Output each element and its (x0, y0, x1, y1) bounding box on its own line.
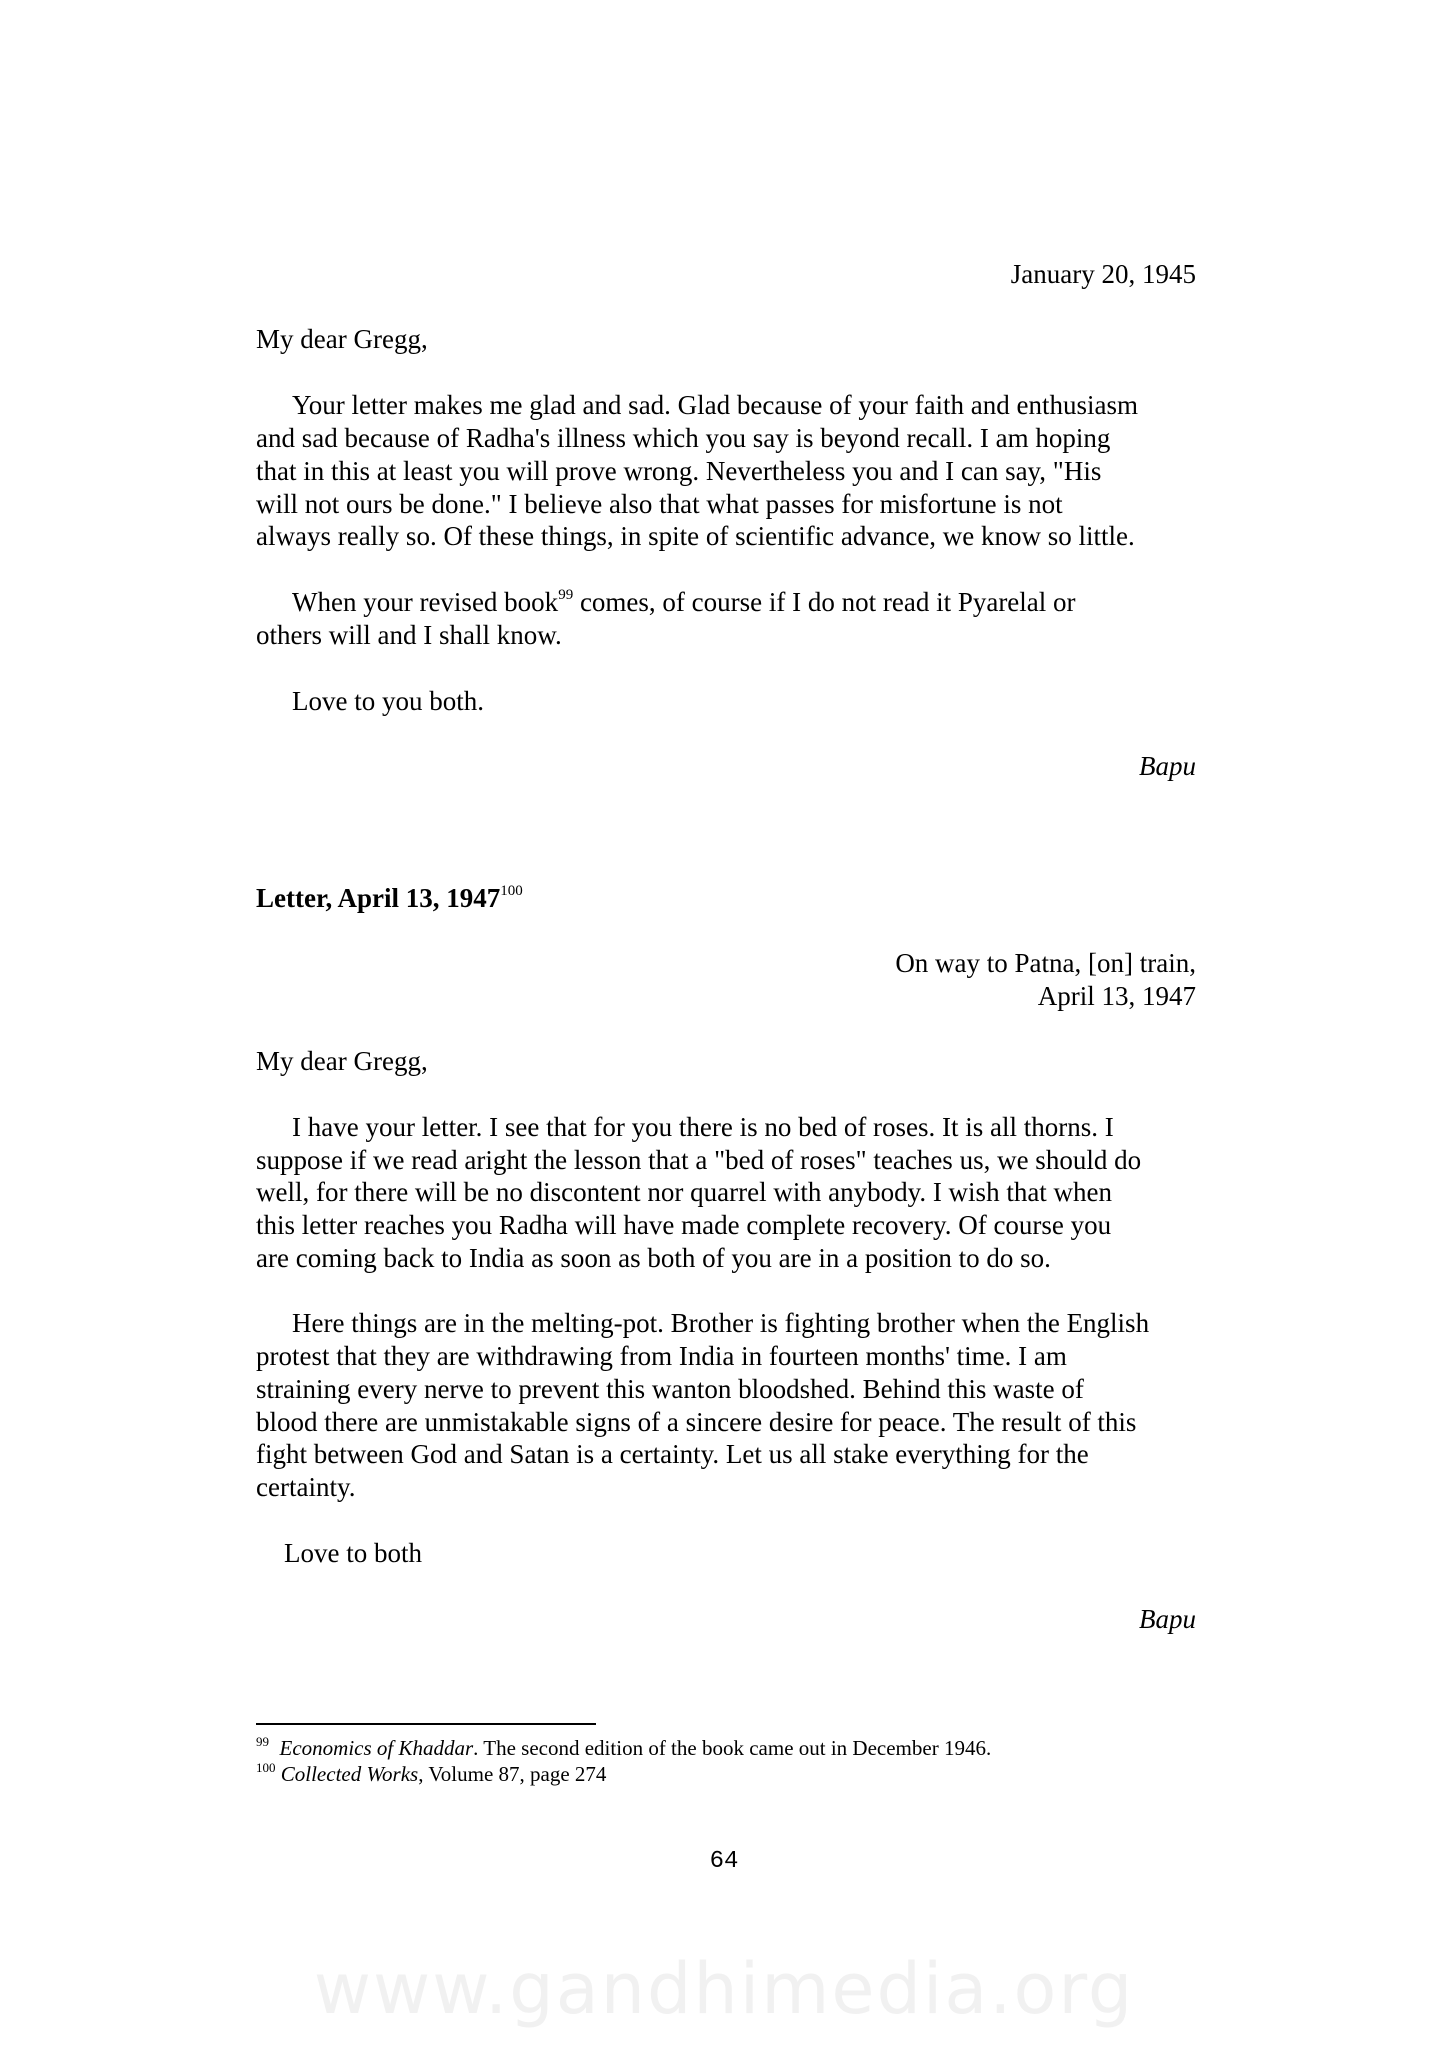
text-line: others will and I shall know. (256, 620, 562, 650)
footnote-text: . The second edition of the book came out in December 1946. (473, 1736, 992, 1760)
footnote-ref-99[interactable]: 99 (558, 587, 574, 603)
text-line: this letter reaches you Radha will have made complete recovery. Of course you (256, 1210, 1112, 1240)
footnote-ref-100[interactable]: 100 (500, 883, 523, 899)
footnote-99 (256, 1735, 1356, 1761)
letter2-place: On way to Patna, [on] train, (895, 948, 1196, 978)
letter1-closing: Love to you both. (292, 686, 484, 716)
letter2-heading (256, 882, 1196, 915)
footnote-number: 100 (256, 1760, 276, 1775)
letter2-salutation: My dear Gregg, (256, 1046, 428, 1076)
text-line: always really so. Of these things, in spite of scientific advance, we know so little. (256, 521, 1135, 551)
letter2-date: April 13, 1947 (1037, 981, 1196, 1011)
text-line: will not ours be done." I believe also that what passes for misfortune is not (256, 489, 1063, 519)
footnote-100 (256, 1761, 1356, 1787)
text-line: Your letter makes me glad and sad. Glad because of your faith and enthusiasm (292, 390, 1139, 420)
text-line: fight between God and Satan is a certainty. Let us all stake everything for the (256, 1439, 1089, 1469)
text-line: Here things are in the melting-pot. Brother is fighting brother when the English (292, 1308, 1150, 1338)
text-line: well, for there will be no discontent nor quarrel with anybody. I wish that when (256, 1177, 1113, 1207)
letter1-signature: Bapu (1139, 751, 1196, 781)
text-line: straining every nerve to prevent this wanton bloodshed. Behind this waste of (256, 1374, 1084, 1404)
watermark: www.gandhimedia.org (313, 1948, 1135, 2030)
letter2-closing: Love to both (284, 1538, 422, 1568)
footnote-number: 99 (256, 1734, 269, 1749)
text-line: I have your letter. I see that for you there is no bed of roses. It is all thorns. I (292, 1112, 1114, 1142)
letter1-date: January 20, 1945 (1010, 259, 1196, 289)
text-line: blood there are unmistakable signs of a sincere desire for peace. The result of this (256, 1407, 1137, 1437)
footnote-title: Economics of Khaddar (279, 1736, 474, 1760)
text-line: that in this at least you will prove wrong. Nevertheless you and I can say, "His (256, 456, 1102, 486)
text-line: protest that they are withdrawing from India in fourteen months' time. I am (256, 1341, 1067, 1371)
footnote-divider (256, 1723, 596, 1725)
letter2-signature: Bapu (1139, 1604, 1196, 1634)
letter1-salutation: My dear Gregg, (256, 324, 428, 354)
footnote-title: Collected Works (280, 1762, 419, 1786)
text-line: are coming back to India as soon as both of you are in a position to do so. (256, 1243, 1051, 1273)
text-span: When your revised book (292, 587, 559, 617)
text-line (256, 586, 1232, 619)
footnote-text: , Volume 87, page 274 (418, 1762, 607, 1786)
heading-text: Letter, April 13, 1947 (256, 883, 501, 913)
text-span: comes, of course if I do not read it Pyarelal or (573, 587, 1076, 617)
text-line: and sad because of Radha's illness which you say is beyond recall. I am hoping (256, 423, 1111, 453)
text-line: certainty. (256, 1472, 356, 1502)
text-line: suppose if we read aright the lesson that a "bed of roses" teaches us, we should do (256, 1145, 1142, 1175)
page-number: 64 (709, 1848, 739, 1875)
